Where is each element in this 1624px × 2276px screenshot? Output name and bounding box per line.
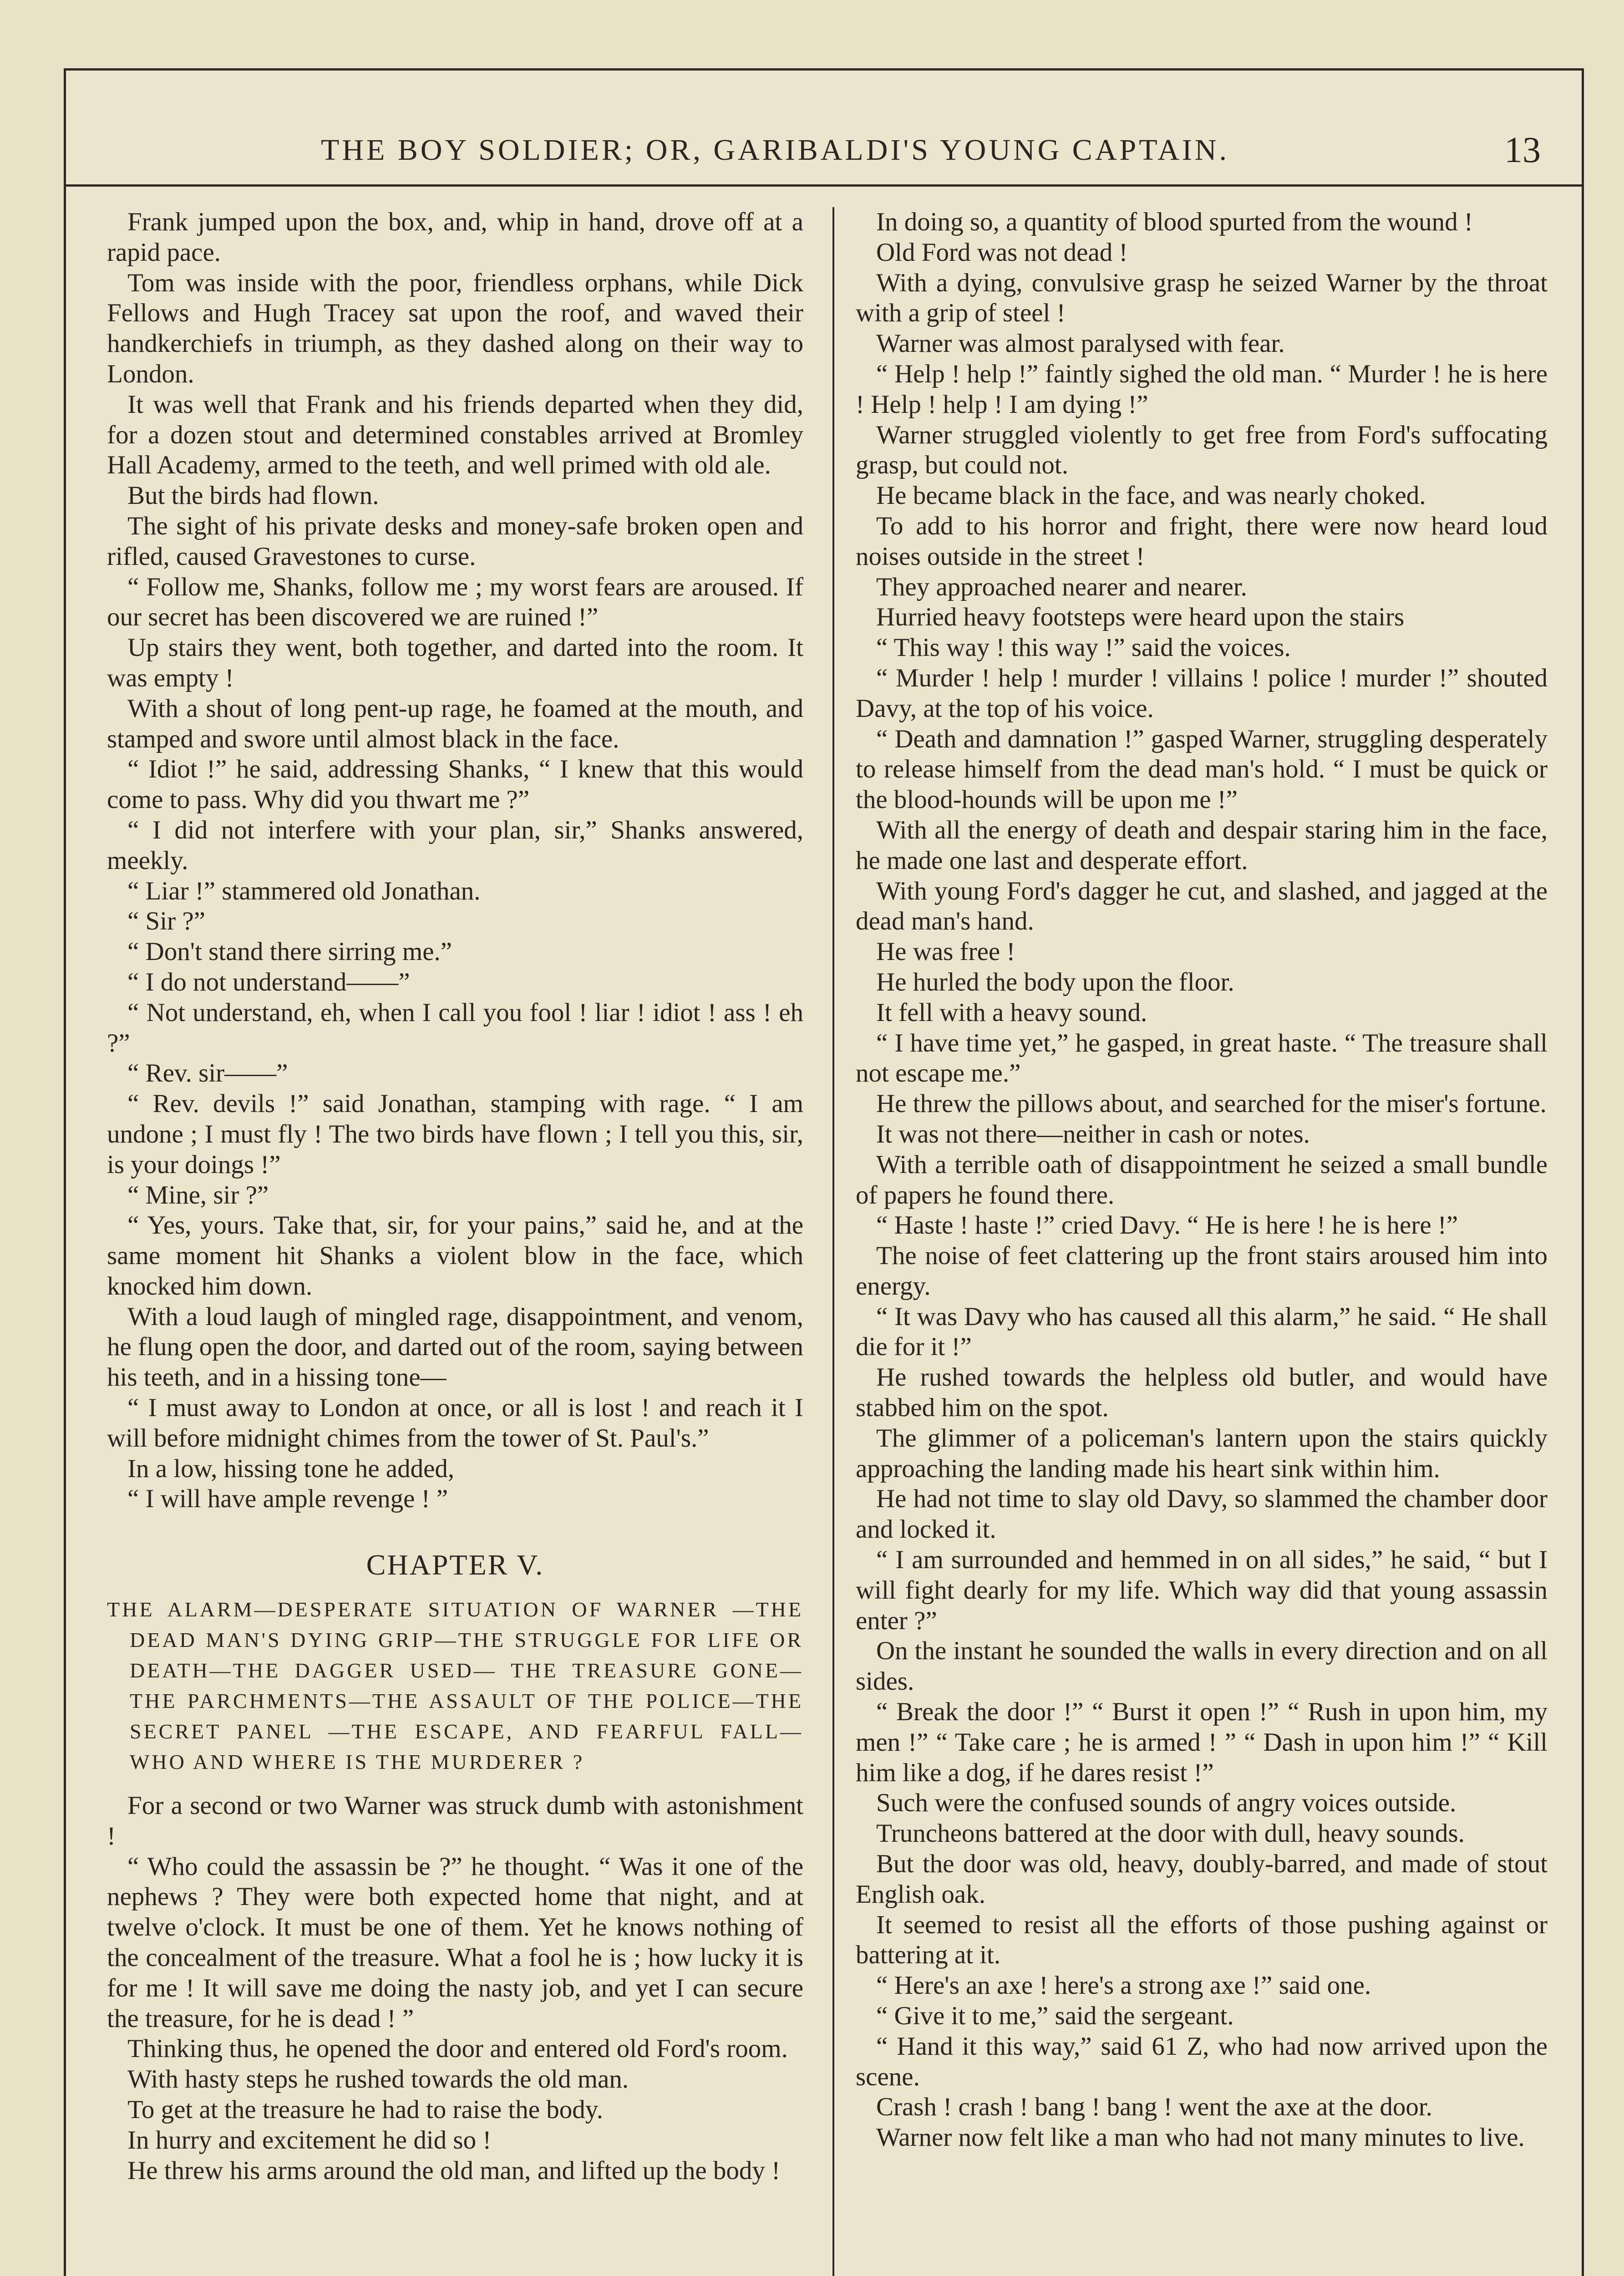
left-column [107,207,803,2186]
paragraph: “ Who could the assassin be ?” he thought. “ Was it one of the nephews ? They were both expected home that night, and at twelve o'clock. It must be one of them. Yet he knows nothing of the concealment of the treasure. What a fool he is ; how lucky it is for me ! It will save me doing the nasty job, and yet I can secure the treasure, for he is dead ! ” [107,1852,803,2033]
paragraph: With young Ford's dagger he cut, and slashed, and jagged at the dead man's hand. [856,876,1548,936]
left-column-text [107,207,803,1514]
paragraph: With a terrible oath of disappointment he seized a small bundle of papers he found there. [856,1150,1548,1209]
column-divider [832,207,834,2276]
paragraph: He became black in the face, and was nearly choked. [876,481,1426,510]
paragraph: Such were the confused sounds of angry voices outside. [876,1788,1457,1818]
page-number: 13 [1504,130,1541,170]
paragraph: They approached nearer and nearer. [876,572,1247,601]
paragraph: Up stairs they went, both together, and darted into the room. It was empty ! [107,633,803,692]
paragraph: With a loud laugh of mingled rage, disappointment, and venom, he flung open the door, and darted out of the room, saying between his teeth, and in a hissing tone— [107,1302,803,1392]
paragraph: “ Sir ?” [127,907,205,936]
paragraph: The glimmer of a policeman's lantern upon the stairs quickly approaching the landing made his heart sink within him. [856,1423,1548,1483]
paragraph: To get at the treasure he had to raise the body. [127,2095,603,2124]
paragraph: It seemed to resist all the efforts of those pushing against or battering at it. [856,1910,1548,1970]
paragraph: “ Here's an axe ! here's a strong axe !” said one. [876,1971,1371,2000]
paragraph: “ Give it to me,” said the sergeant. [876,2002,1234,2031]
chapter-title: CHAPTER V. [366,1549,544,1581]
paragraph: “ Rev. devils !” said Jonathan, stamping with rage. “ I am undone ; I must fly ! The two birds have flown ; I tell you this, sir, is your doings !” [107,1089,803,1179]
paragraph: But the door was old, heavy, doubly-barred, and made of stout English oak. [856,1849,1548,1909]
paragraph: “ Death and damnation !” gasped Warner, struggling desperately to release himself from the dead man's hold. “ I must be quick or the blood-hounds will be upon me !” [856,724,1548,814]
paragraph: Frank jumped upon the box, and, whip in hand, drove off at a rapid pace. [107,208,803,267]
paragraph: “ I am surrounded and hemmed in on all sides,” he said, “ but I will fight dearly for my life. Which way did that young assassin enter ?” [856,1545,1548,1635]
paragraph: “ Murder ! help ! murder ! villains ! police ! murder !” shouted Davy, at the top of his voice. [856,663,1548,723]
paragraph: In hurry and excitement he did so ! [127,2125,492,2154]
paragraph: On the instant he sounded the walls in every direction and on all sides. [856,1636,1548,1696]
paragraph: “ Idiot !” he said, addressing Shanks, “ I knew that this would come to pass. Why did you thwart me ?” [107,755,803,814]
paragraph: Warner now felt like a man who had not many minutes to live. [876,2123,1525,2152]
paragraph: Warner struggled violently to get free from Ford's suffocating grasp, but could not. [856,420,1548,480]
paragraph: He had not time to slay old Davy, so slammed the chamber door and locked it. [856,1484,1548,1544]
paragraph: With all the energy of death and despair staring him in the face, he made one last and desperate effort. [856,815,1548,875]
chapter-text [107,1791,803,2186]
paragraph: “ I will have ample revenge ! ” [127,1484,448,1514]
paragraph: Warner was almost paralysed with fear. [876,329,1285,358]
right-column [856,207,1548,2153]
paragraph: The sight of his private desks and money-safe broken open and rifled, caused Gravestones to curse. [107,511,803,571]
paragraph: “ I must away to London at once, or all is lost ! and reach it I will before midnight chimes from the tower of St. Paul's.” [107,1393,803,1453]
paragraph: “ Haste ! haste !” cried Davy. “ He is here ! he is here !” [876,1211,1458,1240]
paragraph: “ Mine, sir ?” [127,1180,269,1209]
paragraph: To add to his horror and fright, there were now heard loud noises outside in the street ! [856,511,1548,571]
paragraph: With hasty steps he rushed towards the old man. [127,2065,629,2094]
paragraph: “ I do not understand——” [127,967,410,996]
paragraph: With a shout of long pent-up rage, he foamed at the mouth, and stamped and swore until almost black in the face. [107,694,803,753]
paragraph: He threw the pillows about, and searched for the miser's fortune. [876,1089,1547,1118]
right-column-text [856,207,1548,2153]
paragraph: In doing so, a quantity of blood spurted from the wound ! [876,208,1473,236]
paragraph: “ Rev. sir——” [127,1059,288,1088]
paragraph: It fell with a heavy sound. [876,998,1147,1027]
paragraph: “ This way ! this way !” said the voices. [876,633,1291,662]
paragraph: He rushed towards the helpless old butler, and would have stabbed him on the spot. [856,1363,1548,1422]
paragraph: “ Help ! help !” faintly sighed the old man. “ Murder ! he is here ! Help ! help ! I am dying !” [856,359,1548,419]
paragraph: With a dying, convulsive grasp he seized Warner by the throat with a grip of steel ! [856,268,1548,328]
paragraph: Thinking thus, he opened the door and entered old Ford's room. [127,2034,788,2063]
paragraph: It was not there—neither in cash or notes. [876,1119,1310,1148]
paragraph: “ It was Davy who has caused all this alarm,” he said. “ He shall die for it !” [856,1302,1548,1362]
page-header [66,130,1582,187]
paragraph: For a second or two Warner was struck dumb with astonishment ! [107,1791,803,1850]
paragraph: The noise of feet clattering up the front stairs aroused him into energy. [856,1241,1548,1301]
paragraph: In a low, hissing tone he added, [127,1454,455,1483]
magazine-page [64,68,1584,2276]
paragraph: Crash ! crash ! bang ! bang ! went the axe at the door. [876,2093,1432,2122]
paragraph: Truncheons battered at the door with dull, heavy sounds. [876,1819,1465,1848]
paragraph: “ I did not interfere with your plan, sir,” Shanks answered, meekly. [107,815,803,875]
paragraph: He was free ! [876,937,1015,966]
running-title: THE BOY SOLDIER; OR, GARIBALDI'S YOUNG CAPTAIN. [321,133,1230,167]
paragraph: “ Hand it this way,” said 61 Z, who had now arrived upon the scene. [856,2032,1548,2091]
paragraph: But the birds had flown. [127,481,379,510]
paragraph: Hurried heavy footsteps were heard upon the stairs [876,603,1405,632]
paragraph: “ Break the door !” “ Burst it open !” “ Rush in upon him, my men !” “ Take care ; he is armed ! ” “ Dash in upon him !” “ Kill him like a dog, if he dares resist !” [856,1697,1548,1787]
chapter-synopsis: THE ALARM—DESPERATE SITUATION OF WARNER —THE DEAD MAN'S DYING GRIP—THE STRUGGLE FOR LIFE OR DEATH—THE DAGGER USED— THE TREASURE GONE—THE PARCHMENTS—THE ASSAULT OF THE POLICE—THE SECRET PANEL —THE ESCAPE, AND FEARFUL FALL—WHO AND WHERE IS THE MURDERER ? [107,1598,803,1774]
paragraph: “ Follow me, Shanks, follow me ; my worst fears are aroused. If our secret has been discovered we are ruined !” [107,572,803,632]
paragraph: He threw his arms around the old man, and lifted up the body ! [127,2156,781,2185]
paragraph: It was well that Frank and his friends departed when they did, for a dozen stout and determined constables arrived at Bromley Hall Academy, armed to the teeth, and well primed with old ale. [107,390,803,480]
paragraph: Tom was inside with the poor, friendless orphans, while Dick Fellows and Hugh Tracey sat upon the roof, and waved their handkerchiefs in triumph, as they dashed along on their way to London. [107,268,803,388]
paragraph: “ Yes, yours. Take that, sir, for your pains,” said he, and at the same moment hit Shanks a violent blow in the face, which knocked him down. [107,1211,803,1301]
paragraph: Old Ford was not dead ! [876,238,1128,267]
paragraph: “ Liar !” stammered old Jonathan. [127,876,481,905]
paragraph: “ Not understand, eh, when I call you fool ! liar ! idiot ! ass ! eh ?” [107,998,803,1057]
paragraph: “ I have time yet,” he gasped, in great haste. “ The treasure shall not escape me.” [856,1028,1548,1088]
paragraph: “ Don't stand there sirring me.” [127,937,452,966]
paragraph: He hurled the body upon the floor. [876,967,1234,996]
